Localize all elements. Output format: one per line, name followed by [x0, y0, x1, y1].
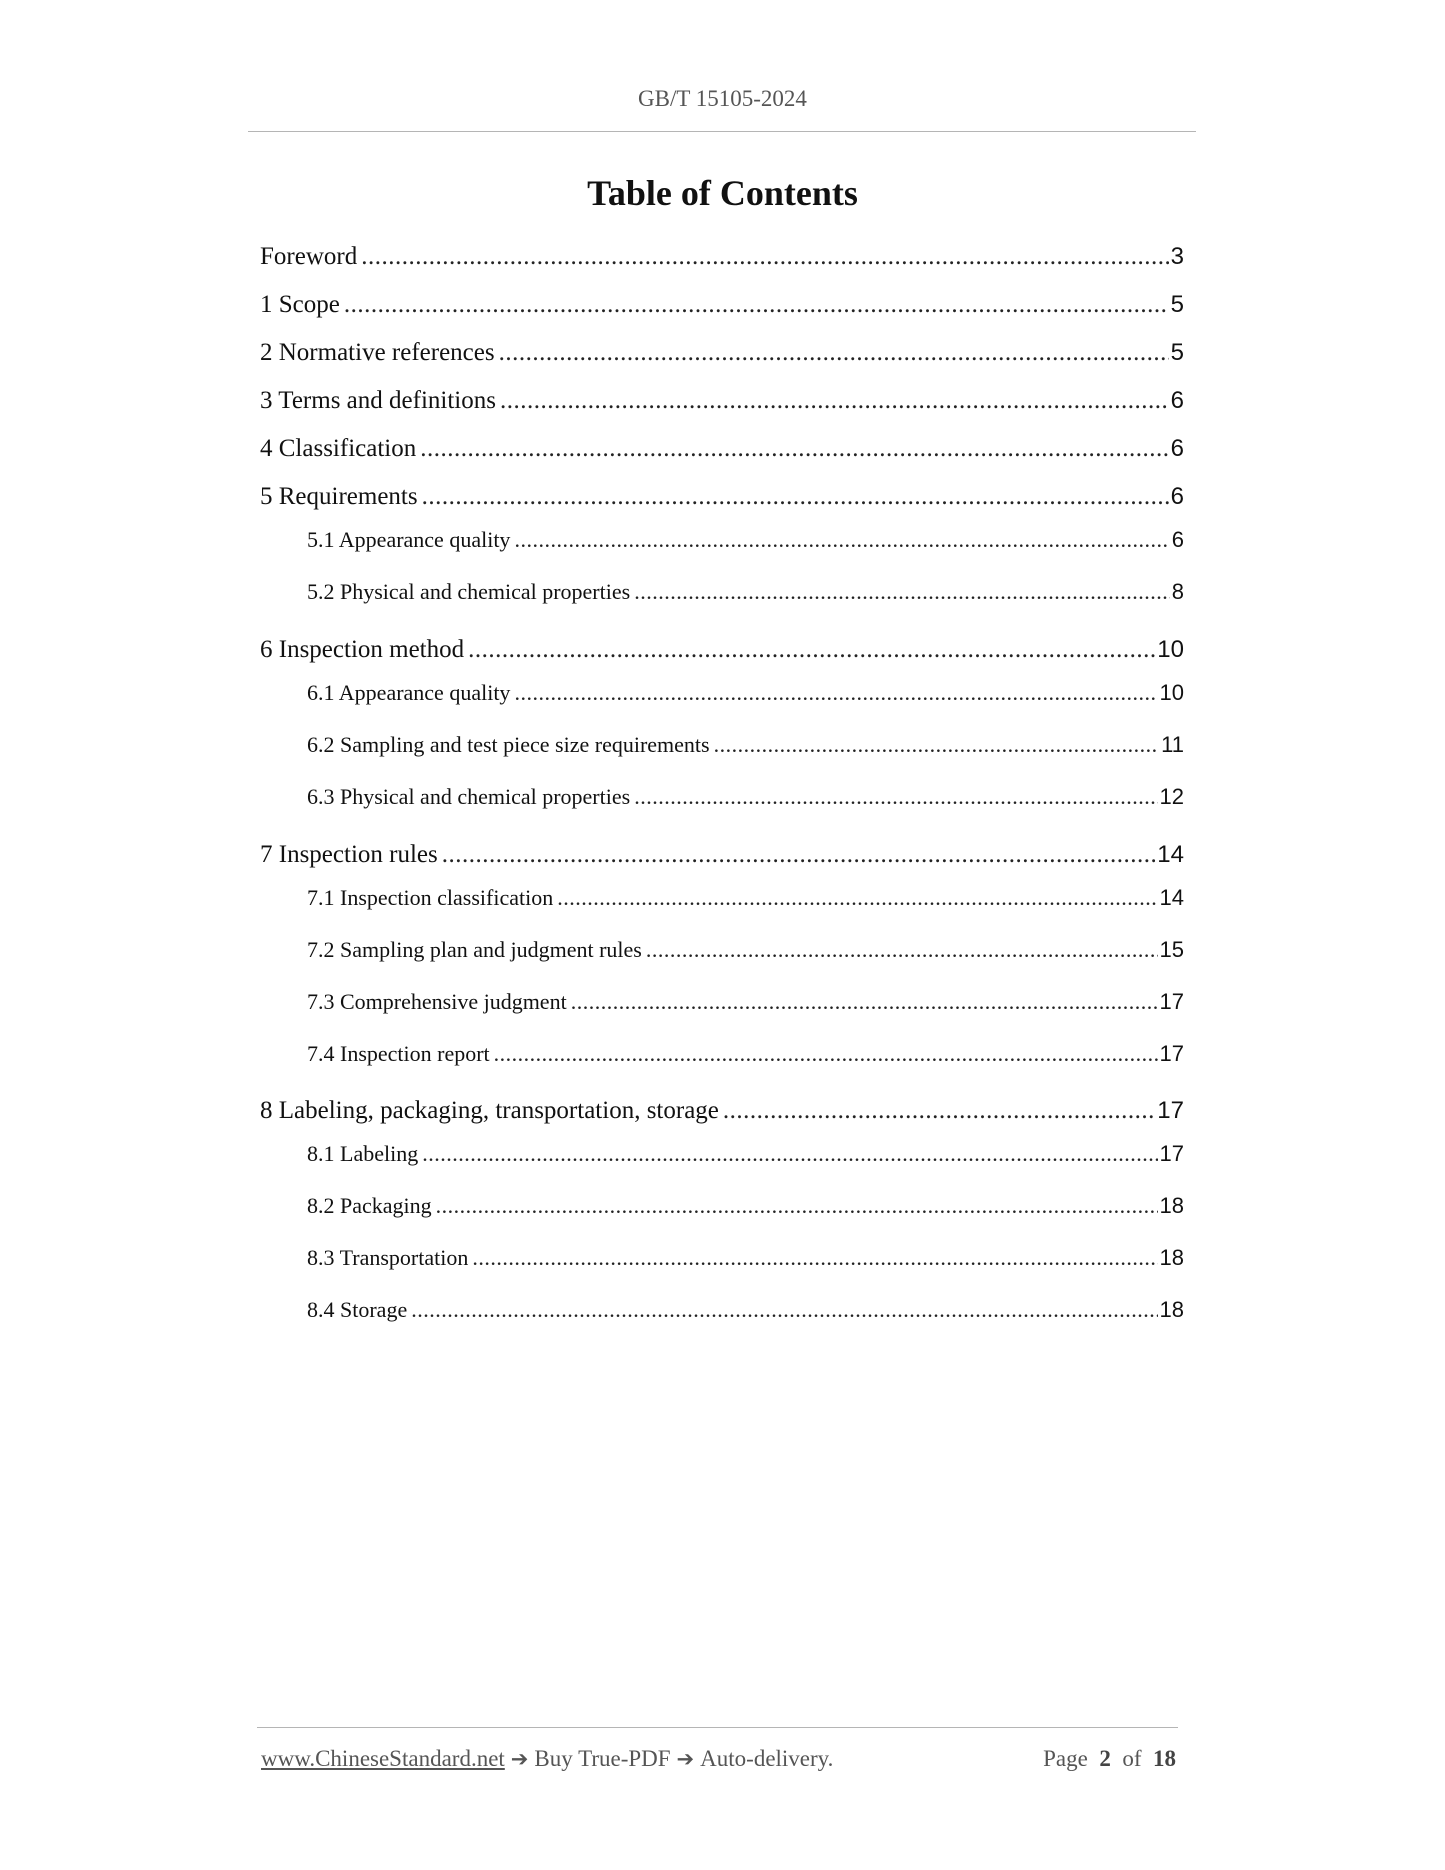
page-total: 18: [1153, 1746, 1176, 1771]
toc-entry-page: 3: [1170, 243, 1184, 270]
page-title: Table of Contents: [587, 173, 858, 213]
toc-entry[interactable]: [260, 483, 1184, 523]
toc-entry-label: 6.1 Appearance quality: [307, 680, 511, 705]
footer-step-delivery: Auto-delivery.: [700, 1746, 834, 1771]
toc-entry-label: 1 Scope: [260, 291, 340, 318]
toc-entry[interactable]: [307, 784, 1184, 824]
toc-entry-page: 6: [1170, 435, 1184, 462]
toc-dot-leader: [500, 387, 1169, 415]
toc-dot-leader: [494, 1041, 1158, 1067]
toc-dot-leader: [634, 579, 1170, 605]
toc-entry[interactable]: [260, 435, 1184, 475]
toc-dot-leader: [422, 1141, 1157, 1167]
toc-dot-leader: [514, 680, 1157, 706]
toc-entry-page: 14: [1157, 841, 1184, 868]
toc-entry-label: 7 Inspection rules: [260, 841, 438, 868]
toc-entry[interactable]: [307, 579, 1184, 619]
toc-dot-leader: [361, 243, 1168, 271]
toc-dot-leader: [634, 784, 1157, 810]
toc-entry-page: 5: [1170, 339, 1184, 366]
toc-entry[interactable]: [260, 841, 1184, 881]
toc-dot-leader: [344, 291, 1169, 319]
toc-dot-leader: [420, 435, 1168, 463]
toc-entry-page: 6: [1171, 527, 1184, 552]
toc-entry[interactable]: [307, 1193, 1184, 1233]
toc-entry-label: 8 Labeling, packaging, transportation, storage: [260, 1097, 719, 1124]
toc-entry[interactable]: [260, 387, 1184, 427]
toc-dot-leader: [422, 483, 1169, 511]
toc-entry-label: 7.1 Inspection classification: [307, 885, 554, 910]
header-standard-number: GB/T 15105-2024: [638, 86, 807, 111]
toc-entry-page: 17: [1159, 989, 1184, 1014]
toc-entry-page: 10: [1159, 680, 1184, 705]
toc-entry-page: 14: [1159, 885, 1184, 910]
toc-entry[interactable]: [260, 1097, 1184, 1137]
toc-entry[interactable]: [307, 937, 1184, 977]
toc-entry-page: 11: [1161, 732, 1184, 757]
toc-dot-leader: [571, 989, 1158, 1015]
toc-entry-label: 8.1 Labeling: [307, 1141, 419, 1166]
toc-entry[interactable]: [307, 732, 1184, 772]
toc-entry-page: 17: [1159, 1041, 1184, 1066]
toc-dot-leader: [411, 1297, 1157, 1323]
toc-dot-leader: [472, 1245, 1157, 1271]
toc-dot-leader: [514, 527, 1169, 553]
toc-entry-label: 5.2 Physical and chemical properties: [307, 579, 631, 604]
toc-entry-label: 6.2 Sampling and test piece size requirements: [307, 732, 710, 757]
toc-entry-label: 5 Requirements: [260, 483, 418, 510]
toc-entry-label: Foreword: [260, 243, 358, 270]
page-footer: [261, 1746, 1176, 1778]
toc-entry-label: 7.2 Sampling plan and judgment rules: [307, 937, 642, 962]
page-counter: [1043, 1746, 1176, 1772]
toc-entry-page: 6: [1170, 387, 1184, 414]
page-word: Page: [1043, 1746, 1088, 1771]
toc-entry-page: 8: [1171, 579, 1184, 604]
toc-entry-page: 6: [1170, 483, 1184, 510]
toc-entry-page: 15: [1159, 937, 1184, 962]
toc-entry[interactable]: [260, 636, 1184, 676]
footer-promo: [261, 1746, 833, 1772]
toc-dot-leader: [646, 937, 1158, 963]
toc-entry[interactable]: [307, 1245, 1184, 1285]
footer-divider: [257, 1727, 1178, 1728]
toc-entry-label: 3 Terms and definitions: [260, 387, 496, 414]
toc-entry-page: 18: [1159, 1245, 1184, 1270]
toc-entry[interactable]: [307, 1141, 1184, 1181]
toc-entry[interactable]: [260, 339, 1184, 379]
toc-entry-label: 8.3 Transportation: [307, 1245, 469, 1270]
toc-entry[interactable]: [260, 243, 1184, 283]
toc-entry-page: 18: [1159, 1297, 1184, 1322]
arrow-right-icon: ➔: [510, 1747, 529, 1771]
toc-entry-page: 17: [1157, 1097, 1184, 1124]
toc-entry-label: 7.4 Inspection report: [307, 1041, 490, 1066]
toc-entry[interactable]: [260, 291, 1184, 331]
toc-entry-label: 4 Classification: [260, 435, 417, 462]
toc-entry-label: 7.3 Comprehensive judgment: [307, 989, 567, 1014]
of-word: of: [1122, 1746, 1142, 1771]
toc-dot-leader: [436, 1193, 1158, 1219]
toc-entry-page: 12: [1159, 784, 1184, 809]
toc-entry-label: 5.1 Appearance quality: [307, 527, 511, 552]
toc-entry-page: 5: [1170, 291, 1184, 318]
footer-step-buy: Buy True-PDF: [534, 1746, 671, 1771]
toc-entry[interactable]: [307, 527, 1184, 567]
toc-entry-label: 8.2 Packaging: [307, 1193, 432, 1218]
website-link[interactable]: www.ChineseStandard.net: [261, 1746, 505, 1771]
toc-entry[interactable]: [307, 1297, 1184, 1337]
toc-dot-leader: [557, 885, 1157, 911]
toc-dot-leader: [723, 1097, 1155, 1125]
toc-entry-label: 6.3 Physical and chemical properties: [307, 784, 631, 809]
toc-dot-leader: [714, 732, 1160, 758]
toc-dot-leader: [468, 636, 1155, 664]
page-current: 2: [1099, 1746, 1111, 1771]
toc-entry-label: 2 Normative references: [260, 339, 495, 366]
toc-entry-label: 6 Inspection method: [260, 636, 465, 663]
toc-dot-leader: [499, 339, 1169, 367]
toc-dot-leader: [442, 841, 1156, 869]
arrow-right-icon: ➔: [676, 1747, 695, 1771]
toc-entry[interactable]: [307, 680, 1184, 720]
toc-entry[interactable]: [307, 989, 1184, 1029]
toc-entry-page: 17: [1159, 1141, 1184, 1166]
toc-entry-page: 10: [1157, 636, 1184, 663]
toc-entry[interactable]: [307, 1041, 1184, 1081]
toc-entry-label: 8.4 Storage: [307, 1297, 408, 1322]
toc-entry-page: 18: [1159, 1193, 1184, 1218]
toc-entry[interactable]: [307, 885, 1184, 925]
